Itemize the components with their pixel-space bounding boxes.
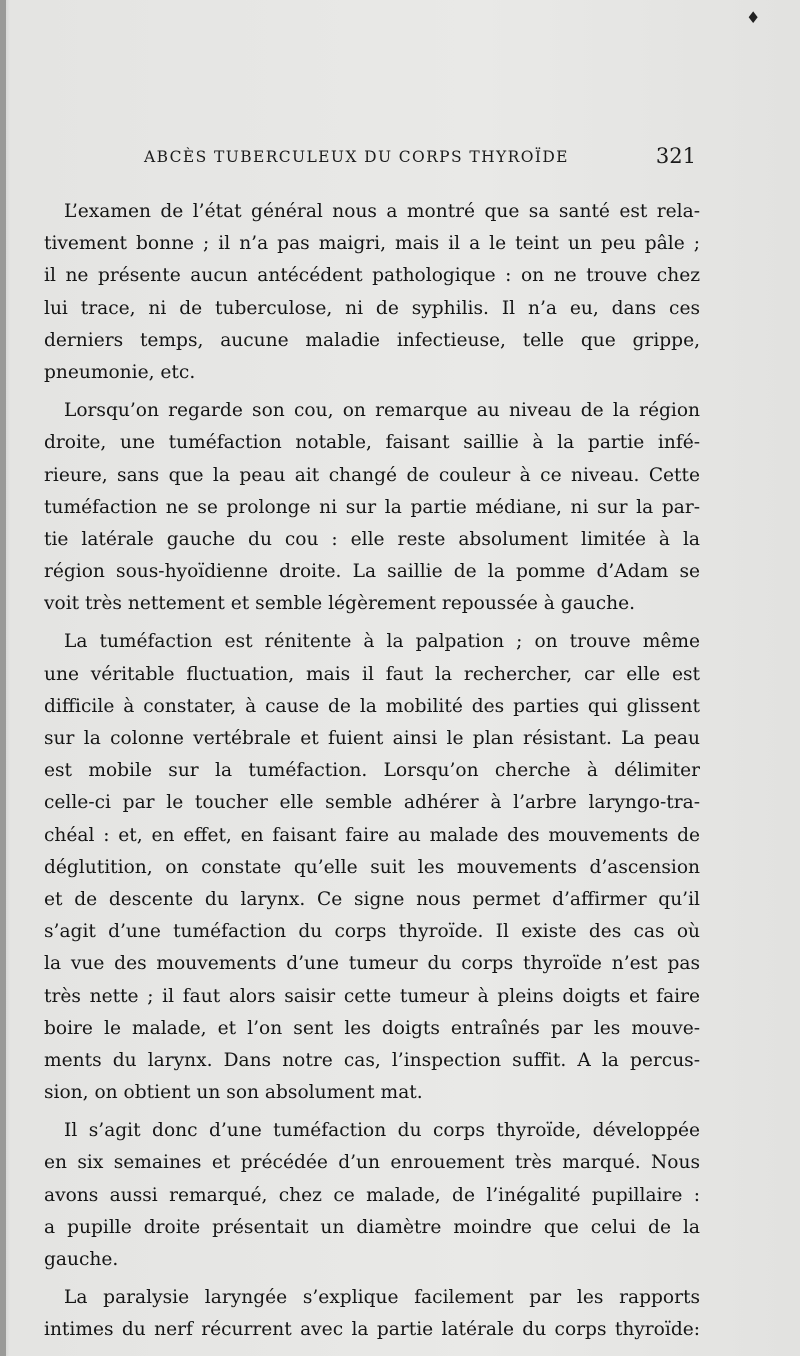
text-line: difficile à constater, à cause de la mobilité des parties qui glissent (44, 695, 700, 717)
text-line: la vue des mouvements d’une tumeur du corps thyroïde n’est pas (44, 953, 700, 975)
text-line: sur la colonne vertébrale et fuient ainsi le plan résistant. La peau (44, 728, 700, 749)
paragraph-2 (44, 395, 700, 620)
body-text (44, 196, 700, 1353)
text-line: très nette ; il faut alors saisir cette tumeur à pleins doigts et faire (44, 985, 700, 1007)
text-line: une véritable fluctuation, mais il faut la rechercher, car elle est (44, 663, 700, 685)
text-line: rieure, sans que la peau ait changé de couleur à ce niveau. Cette (44, 464, 700, 486)
text-line: il ne présente aucun antécédent pathologique : on ne trouve chez (44, 265, 700, 287)
text-line: celle-ci par le toucher elle semble adhérer à l’arbre laryngo-tra- (44, 792, 700, 814)
text-line: gauche. (44, 1249, 119, 1270)
text-line: Lorsqu’on regarde son cou, on remarque au niveau de la région (64, 400, 700, 422)
text-line: est mobile sur la tuméfaction. Lorsqu’on cherche à délimiter (44, 760, 700, 782)
text-line: L’examen de l’état général nous a montré que sa santé est rela- (64, 201, 700, 222)
text-line: boire le malade, et l’on sent les doigts entraînés par les mouve- (44, 1017, 700, 1039)
text-line: tie latérale gauche du cou : elle reste absolument limitée à la (44, 528, 700, 550)
text-line: chéal : et, en effet, en faisant faire au malade des mouvements de (44, 824, 700, 846)
text-line: a pupille droite présentait un diamètre moindre que celui de la (44, 1216, 700, 1238)
running-header (46, 144, 700, 176)
text-line: sion, on obtient un son absolument mat. (44, 1082, 423, 1104)
text-line: pneumonie, etc. (44, 361, 196, 383)
text-line: avons aussi remarqué, chez ce malade, de l’inégalité pupillaire : (44, 1184, 700, 1206)
text-line: tuméfaction ne se prolonge ni sur la partie médiane, ni sur la par- (44, 496, 700, 518)
text-line: région sous-hyoïdienne droite. La saillie de la pomme d’Adam se (44, 561, 700, 583)
text-line: intimes du nerf récurrent avec la partie latérale du corps thyroïde: (44, 1319, 700, 1341)
text-line: déglutition, on constate qu’elle suit les mouvements d’ascension (44, 856, 700, 878)
corner-mark: ♦ (746, 8, 761, 27)
paragraph-4 (44, 1115, 700, 1276)
text-line: lui trace, ni de tuberculose, ni de syphilis. Il n’a eu, dans ces (44, 297, 700, 319)
text-line: La tuméfaction est rénitente à la palpation ; on trouve même (64, 631, 700, 653)
page-number: 321 (655, 144, 696, 168)
paragraph-1 (44, 196, 700, 389)
text-line: droite, une tuméfaction notable, faisant saillie à la partie infé- (44, 432, 700, 454)
text-line: Il s’agit donc d’une tuméfaction du corps thyroïde, développée (64, 1120, 700, 1142)
text-line: en six semaines et précédée d’un enrouement très marqué. Nous (44, 1152, 700, 1174)
paragraph-3 (44, 626, 700, 1109)
text-line: et de descente du larynx. Ce signe nous permet d’affirmer qu’il (44, 888, 700, 910)
paragraph-5 (44, 1282, 700, 1346)
page-edge-shadow (0, 0, 6, 1356)
text-line: La paralysie laryngée s’explique facilement par les rapports (64, 1287, 700, 1309)
text-line: tivement bonne ; il n’a pas maigri, mais il a le teint un peu pâle ; (44, 233, 700, 255)
text-line: voit très nettement et semble légèrement repoussée à gauche. (44, 593, 636, 615)
running-title: ABCÈS TUBERCULEUX DU CORPS THYROÏDE (144, 148, 569, 166)
text-line: s’agit d’une tuméfaction du corps thyroïde. Il existe des cas où (44, 921, 700, 943)
text-line: derniers temps, aucune maladie infectieuse, telle que grippe, (44, 329, 700, 351)
text-line: ments du larynx. Dans notre cas, l’inspection suffit. A la percus- (44, 1049, 700, 1071)
